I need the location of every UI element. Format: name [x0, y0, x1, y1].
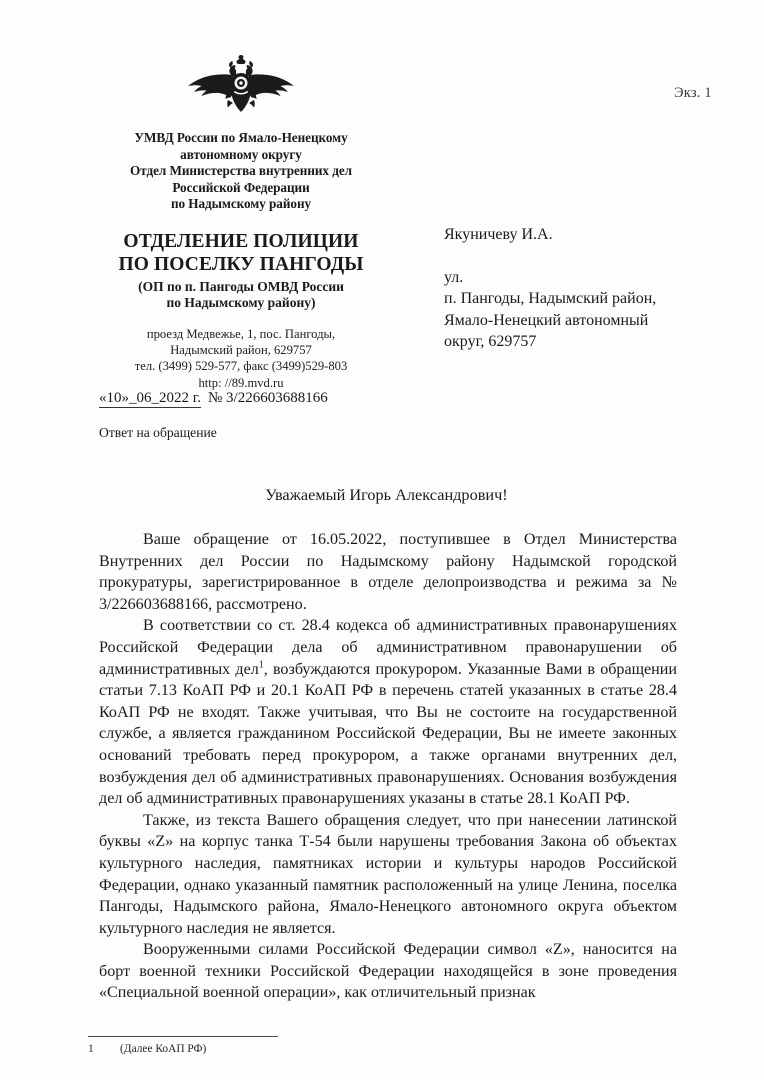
footnote-number: 1	[88, 1043, 94, 1055]
paragraph-2-part-a: В соответствии со ст. 28.4 кодекса об административных правонарушениях Российской Федерации дела об административном правонарушении об административных дел	[99, 617, 677, 678]
org-line-4: Российской Федерации	[172, 179, 310, 195]
russian-mvd-eagle-emblem-icon	[185, 52, 297, 118]
addressee-region-line: Ямало-Ненецкий автономный	[444, 311, 649, 329]
document-reference	[99, 389, 328, 408]
footnote-text: (Далее КоАП РФ)	[120, 1043, 207, 1055]
department-subtitle	[96, 279, 386, 312]
document-subject: Ответ на обращение	[99, 425, 217, 440]
redacted-street-value	[463, 271, 621, 283]
org-line-1: УМВД России по Ямало-Ненецкому	[134, 130, 348, 145]
office-address-line-1: проезд Медвежье, 1, пос. Пангоды,	[146, 326, 336, 341]
addressee-postal-line: округ, 629757	[444, 333, 537, 350]
addressee-block	[444, 224, 704, 353]
addressee-name: Якуничеву И.А.	[444, 226, 553, 243]
office-address-line-2: Надымский район, 629757	[170, 343, 312, 358]
paragraph-2-part-b: , возбуждаются прокурором. Указанные Вами в обращении статьи 7.13 КоАП РФ и 20.1 КоАП РФ в перечень статей указанных в статье 28.4 КоАП РФ не входят. Также учитывая, что Вы не состоите на государственной службе, а является гражданином Российской Федерации, Вы не имеете законных оснований требовать перед прокурором, а также органами внутренних дел, возбуждения дел об административных правонарушениях. Основания возбуждения дел об административных правонарушениях указаны в статье 28.1 КоАП РФ.	[99, 660, 677, 808]
paragraph-3: Также, из текста Вашего обращения следует, что при нанесении латинской буквы «Z» на корпус танка Т-54 были нарушены требования Закона об объектах культурного наследия, памятниках истории и культуры народов Российской Федерации, однако указанный памятник расположенный на улице Ленина, поселка Пангоды, Надымского района, Ямало-Ненецкого автономного округа объектом культурного наследия не является.	[99, 811, 677, 937]
department-subtitle-line-2: по Надымскому району)	[166, 295, 316, 311]
department-title	[96, 230, 386, 276]
footnote-reference-marker: 1	[258, 659, 264, 671]
office-website-line: http: //89.mvd.ru	[198, 375, 284, 390]
addressee-street-line	[444, 267, 704, 289]
org-line-2: автономному округу	[180, 146, 302, 162]
department-title-line-2: ПО ПОСЕЛКУ ПАНГОДЫ	[118, 253, 364, 275]
addressee-settlement-line: п. Пангоды, Надымский район,	[444, 290, 657, 307]
paragraph-1: Ваше обращение от 16.05.2022, поступившее в Отдел Министерства Внутренних дел России по Надымскому району Надымской городской прокуратуры, зарегистрированное в отделе делопроизводства и режима за № 3/226603688166, рассмотрено.	[99, 531, 677, 613]
letterhead	[96, 52, 386, 391]
paragraph-2	[99, 615, 677, 809]
document-registration-number: № 3/226603688166	[207, 390, 328, 406]
office-phone-line: тел. (3499) 529-577, факс (3499)529-803	[134, 359, 348, 374]
letter-body	[99, 529, 677, 1004]
footnote-separator-rule	[88, 1036, 278, 1037]
org-line-5: по Надымскому району	[170, 196, 312, 212]
salutation: Уважаемый Игорь Александрович!	[265, 485, 508, 504]
org-line-3: Отдел Министерства внутренних дел	[130, 163, 352, 179]
paragraph-4: Вооруженными силами Российской Федерации символ «Z», наносится на борт военной техники Российской Федерации находящейся в зоне проведения «Специальной военной операции», как отличительный признак	[99, 941, 677, 1002]
copy-number-label: Экз. 1	[674, 85, 712, 101]
footnote-block	[88, 1042, 666, 1056]
department-title-line-1: ОТДЕЛЕНИЕ ПОЛИЦИИ	[123, 230, 359, 252]
document-date: «10»_06_2022 г.	[99, 390, 201, 406]
office-address-block	[96, 326, 386, 391]
addressee-street-prefix: ул.	[444, 268, 464, 286]
organization-name-block	[96, 130, 386, 213]
department-subtitle-line-1: (ОП по п. Пангоды ОМВД России	[138, 278, 344, 294]
